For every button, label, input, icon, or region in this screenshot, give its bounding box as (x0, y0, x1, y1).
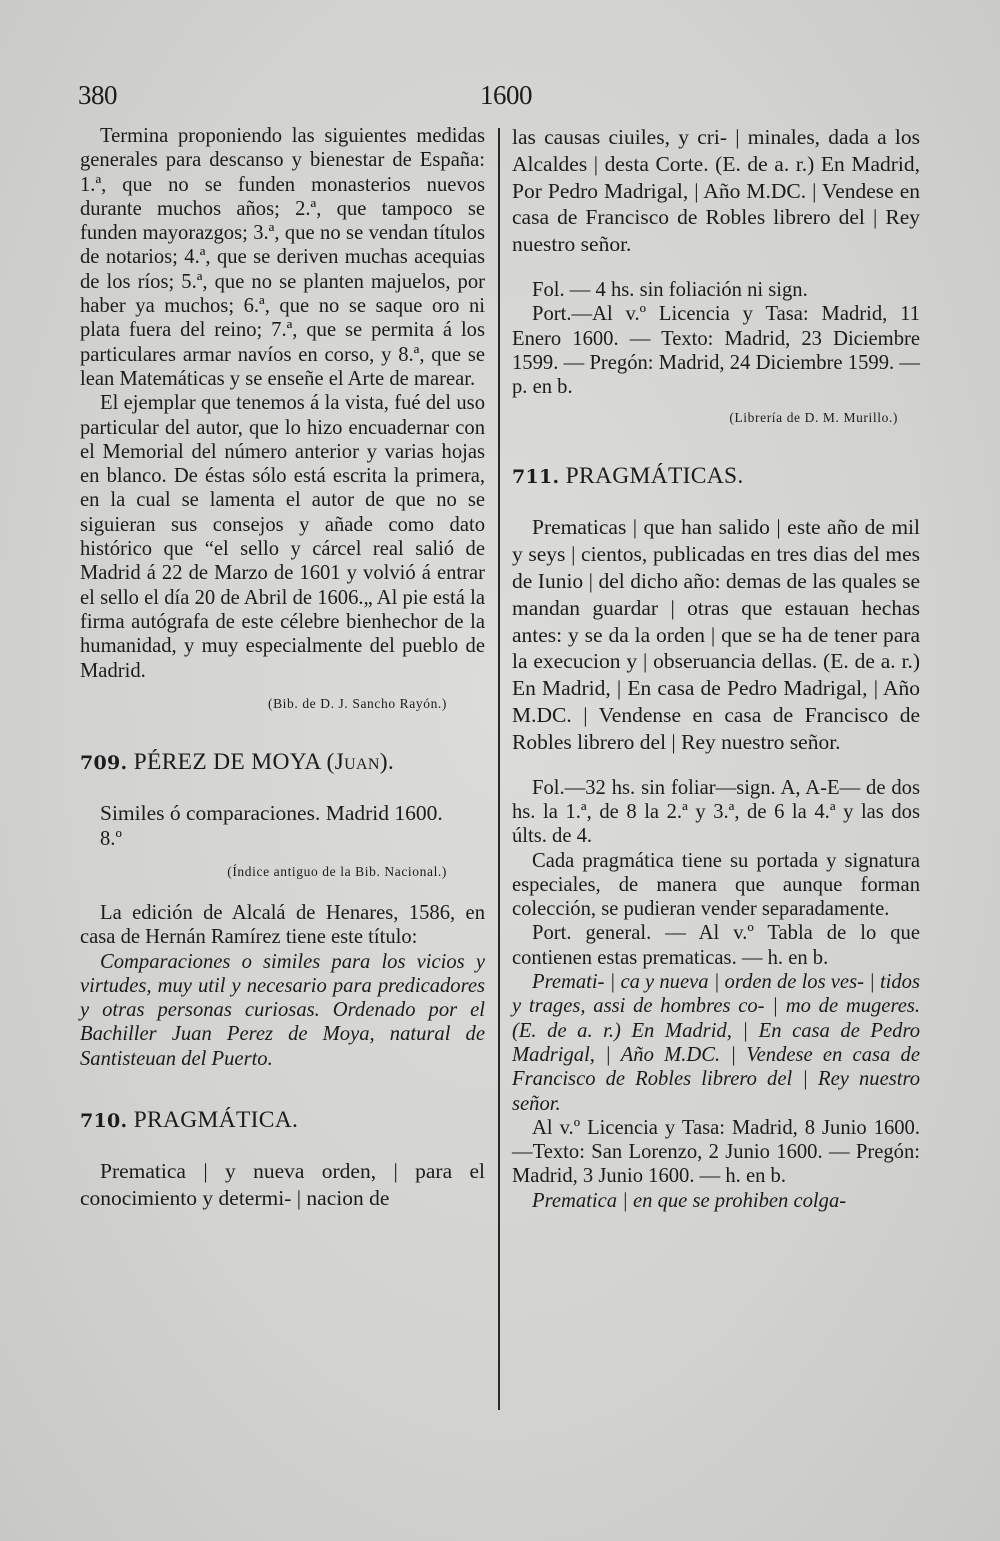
entry-711 (512, 461, 920, 1213)
entry-heading (80, 747, 485, 778)
entry-title-heading: PRAGMÁTICAS. (565, 463, 744, 490)
source-citation: (Índice antiguo de la Bib. Nacional.) (227, 863, 447, 879)
entry-description: Cada pragmática tiene su portada y signatura especiales, de manera que aunque forman colección, se pudieran vender separadamente. (512, 849, 920, 921)
right-column (512, 124, 920, 1213)
entry-heading (512, 461, 920, 492)
entry-description: Port.—Al v.º Licencia y Tasa: Madrid, 11 Enero 1600. — Texto: Madrid, 23 Diciembre 1599. — Pregón: Madrid, 24 Diciembre 1599. — p. en b. (512, 303, 920, 399)
entry-description: Al v.º Licencia y Tasa: Madrid, 8 Junio 1600.—Texto: San Lorenzo, 2 Junio 1600. — Pregón: Madrid, 3 Junio 1600. — h. en b. (512, 1116, 920, 1188)
entry-title: Similes ó comparaciones. Madrid 1600. (100, 800, 443, 825)
entry-author: PÉREZ DE MOYA ( (133, 748, 335, 775)
entry-heading (80, 1105, 485, 1136)
entry-title-heading: PRAGMÁTICA. (133, 1107, 299, 1133)
entry-collation: Fol.—32 hs. sin foliar—sign. A, A-E— de dos hs. la 1.ª, de 8 la 2.ª y 3.ª, de 6 la 4.ª y las dos últs. de 4. (512, 776, 920, 848)
entry-note: La edición de Alcalá de Henares, 1586, en casa de Hernán Ramírez tiene este título: (80, 901, 485, 949)
entry-number: 709. (80, 751, 128, 774)
running-head-year: 1600 (480, 80, 532, 110)
source-citation: (Bib. de D. J. Sancho Rayón.) (267, 695, 447, 711)
entry-quoted-title: Comparaciones o similes para los vicios y virtudes, muy util y necesario para predicadores y otras personas curiosas. Ordenado por el Bachiller Juan Perez de Moya, natural de Santisteuan del Puerto. (80, 950, 485, 1070)
entry-number: 711. (512, 466, 560, 489)
entry-collation: Fol. — 4 hs. sin foliación ni sign. (532, 278, 808, 301)
entry-author-given: Juan (334, 748, 380, 775)
entry-description: Port. general. — Al v.º Tabla de lo que contienen estas prematicas. — h. en b. (512, 922, 920, 969)
column-divider (498, 128, 500, 1410)
page-number: 380 (78, 80, 117, 110)
entry-title: Prematica | y nueva orden, | para el conocimiento y determi- | nacion de (80, 1159, 485, 1210)
paragraph-proposals: Termina proponiendo las siguientes medidas generales para descanso y bienestar de España: 1.ª, que no se funden monasterios nuevos durante muchos años; 2.ª, que tampoco se funden mayorazgos; 3.ª, que no se vendan títulos de notarios; 4.ª, que se deriven muchas acequias de los ríos; 5.ª, que no se planten majuelos, por haber ya muchos; 6.ª, que no se saque oro ni plata fuera del reino; 7.ª, que se permita á los particulares armar navíos en corso, y 8.ª, que se lean Matemáticas y se enseñe el Arte de marear. (80, 125, 485, 390)
left-column (80, 124, 485, 1212)
entry-quoted-title: Prematica | en que se prohiben colga- (532, 1189, 847, 1212)
paragraph-copy-note: El ejemplar que tenemos á la vista, fué del uso particular del autor, que lo hizo encuadernar con el Memorial del número anterior y varias hojas en blanco. De éstas sólo está escrita la primera, en la cual se lamenta el autor de que no se siguieran sus consejos y añade como dato histórico que “el sello y cárcel real salió de Madrid á 22 de Marzo de 1601 y volvió á entrar el sello el día 20 de Abril de 1606.„ Al pie está la firma autógrafa de este célebre bienhechor de la humanidad, y muy especialmente del pueblo de Madrid. (80, 392, 485, 682)
entry-format: 8.º (100, 827, 122, 850)
entry-title-continued: las causas ciuiles, y cri- | minales, dada a los Alcaldes | desta Corte. (E. de a. r.) En Madrid, Por Pedro Madrigal, | Año M.DC. | Vendese en casa de Francisco de Robles librero del | Rey nuestro señor. (512, 125, 920, 257)
source-citation: (Librería de D. M. Murillo.) (729, 410, 898, 426)
page-header (78, 80, 908, 114)
entry-author-close: ). (379, 748, 394, 775)
entry-709 (80, 747, 485, 1071)
entry-title: Prematicas | que han salido | este año de mil y seys | cientos, publicadas en tres dias del mes de Iunio | del dicho año: demas de las quales se mandan guardar | otras que estauan hechas antes: y se da la orden | que se ha de tener para la execucion y | obseruancia dellas. (E. de a. r.) En Madrid, | En casa de Pedro Madrigal, | Año M.DC. | Vendense en casa de Francisco de Robles librero del | Rey nuestro señor. (512, 515, 920, 754)
entry-710 (80, 1105, 485, 1212)
entry-number: 710. (80, 1110, 128, 1132)
entry-710-continued (512, 124, 920, 427)
entry-quoted-title: Premati- | ca y nueva | orden de los ves- | tidos y trages, assi de hombres co- | mo de mugeres. (E. de a. r.) En Madrid, | En casa de Pedro Madrigal, | Año M.DC. | Vendese en casa de Francisco de Robles librero del | Rey nuestro señor. (512, 971, 920, 1115)
